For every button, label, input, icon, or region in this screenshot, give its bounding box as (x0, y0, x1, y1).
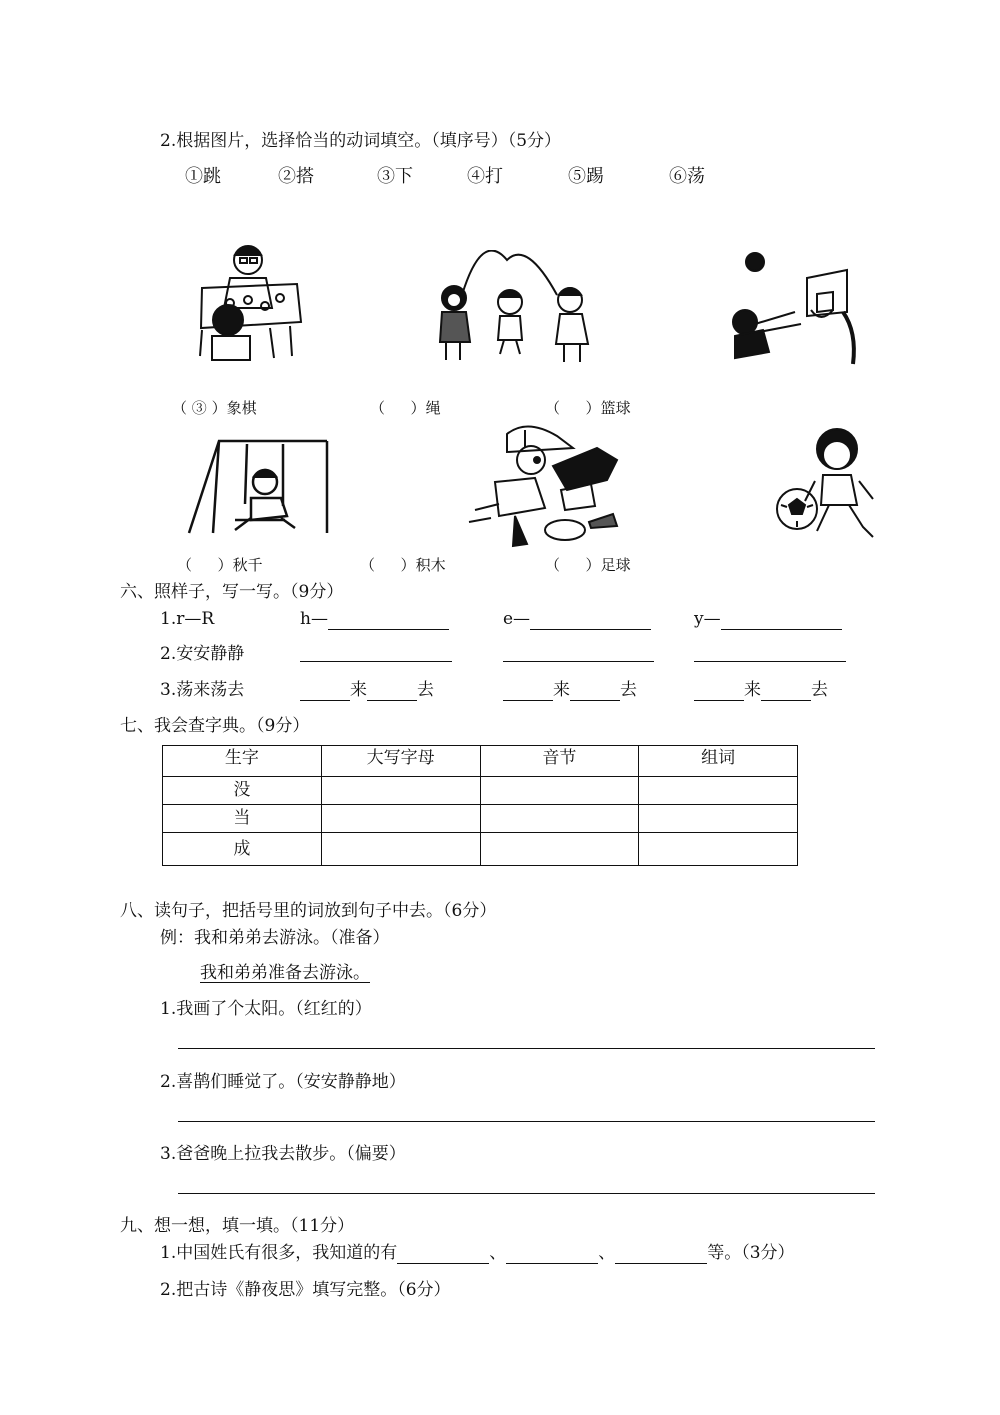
header-zuci: 组词 (639, 746, 798, 777)
row1-item-h: h— (300, 608, 449, 630)
row3-blank-1b[interactable] (367, 682, 417, 701)
question-2: 2.喜鹊们睡觉了。（安安静静地） (160, 1072, 406, 1092)
row2-example: 2.安安静静 (160, 644, 245, 664)
caption-basketball-word: 篮球 (600, 399, 631, 417)
row2-blank-3[interactable] (694, 643, 846, 662)
char-cell: 没 (163, 777, 322, 805)
question-3: 3.爸爸晚上拉我去散步。（偏要） (160, 1144, 406, 1164)
row3-blank-3b[interactable] (761, 682, 811, 701)
section-7-title: 七、我会查字典。（9分） (120, 716, 310, 736)
char-cell: 当 (163, 805, 322, 833)
row2-blank-2[interactable] (503, 643, 654, 662)
answer-line-3[interactable] (178, 1193, 875, 1194)
option-2: ②搭 (278, 166, 314, 187)
example-answer: 我和弟弟准备去游泳。 (200, 963, 370, 983)
table-row (163, 805, 798, 833)
caption-blocks-word: 积木 (415, 556, 446, 574)
row1-blank-e[interactable] (530, 611, 651, 630)
option-1: ①跳 (185, 166, 221, 187)
caption-swing-word: 秋千 (232, 556, 263, 574)
answer-cell[interactable] (321, 833, 480, 866)
table-header-row (163, 746, 798, 777)
chess-players-illustration (190, 238, 305, 368)
dictionary-table (162, 745, 798, 866)
answer-cell[interactable] (639, 833, 798, 866)
row1-example: 1.r—R (160, 609, 215, 629)
caption-rope-word: 绳 (425, 399, 441, 417)
answer-cell[interactable] (480, 777, 639, 805)
row1-blank-y[interactable] (721, 611, 842, 630)
table-row (163, 777, 798, 805)
char-cell: 成 (163, 833, 322, 866)
answer-cell[interactable] (639, 805, 798, 833)
row3-blank-1a[interactable] (300, 682, 350, 701)
row2-blank-1[interactable] (300, 643, 452, 662)
caption-chess: （ ③ ）象棋 (172, 399, 257, 417)
surname-blank-3[interactable] (615, 1245, 707, 1264)
answer-cell[interactable] (639, 777, 798, 805)
answer-line-2[interactable] (178, 1121, 875, 1122)
row1-item-y: y— (694, 608, 842, 630)
row3-item-3: 来 去 (694, 679, 828, 701)
row3-example: 3.荡来荡去 (160, 680, 245, 700)
caption-soccer-word: 足球 (600, 556, 631, 574)
surname-blank-2[interactable] (506, 1245, 598, 1264)
basketball-illustration (725, 240, 860, 365)
answer-cell[interactable] (321, 805, 480, 833)
row3-blank-2b[interactable] (570, 682, 620, 701)
caption-swing: （ ）秋千 (177, 556, 263, 574)
soccer-illustration (775, 425, 885, 550)
caption-rope: （ ）绳 (370, 399, 441, 417)
header-daxie: 大写字母 (321, 746, 480, 777)
option-3: ③下 (377, 166, 413, 187)
answer-line-1[interactable] (178, 1048, 875, 1049)
header-yinjie: 音节 (480, 746, 639, 777)
option-4: ④打 (467, 166, 503, 187)
jump-rope-illustration (432, 250, 597, 365)
caption-soccer: （ ）足球 (545, 556, 631, 574)
row1-item-e: e— (503, 608, 651, 630)
answer-cell[interactable] (321, 777, 480, 805)
row3-blank-3a[interactable] (694, 682, 744, 701)
answer-cell[interactable] (480, 833, 639, 866)
table-row (163, 833, 798, 866)
header-shengzi: 生字 (163, 746, 322, 777)
row3-item-2: 来 去 (503, 679, 637, 701)
caption-chess-word: 象棋 (226, 399, 257, 417)
building-blocks-illustration (465, 420, 630, 548)
section-8-title: 八、读句子，把括号里的词放到句子中去。（6分） (120, 901, 497, 921)
example-sentence: 例：我和弟弟去游泳。（准备） (160, 928, 390, 948)
row3-blank-2a[interactable] (503, 682, 553, 701)
section-6-title: 六、照样子，写一写。（9分） (120, 582, 344, 602)
caption-blocks: （ ）积木 (360, 556, 446, 574)
row3-item-1: 来 去 (300, 679, 434, 701)
surname-blank-1[interactable] (397, 1245, 489, 1264)
caption-basketball: （ ）篮球 (545, 399, 631, 417)
caption-chess-answer[interactable]: ③ (191, 399, 207, 417)
option-6: ⑥荡 (669, 166, 705, 187)
poem-question: 2.把古诗《静夜思》填写完整。（6分） (160, 1280, 451, 1300)
answer-cell[interactable] (480, 805, 639, 833)
question-2-title: 2.根据图片，选择恰当的动词填空。（填序号）（5分） (160, 131, 562, 151)
swing-illustration (185, 438, 330, 538)
section-9-title: 九、想一想，填一填。（11分） (120, 1216, 355, 1236)
option-5: ⑤踢 (568, 166, 604, 187)
question-1: 1.我画了个太阳。（红红的） (160, 999, 372, 1019)
surname-question: 1.中国姓氏有很多，我知道的有 、 、 等。（3分） (160, 1243, 795, 1263)
row1-blank-h[interactable] (328, 611, 449, 630)
